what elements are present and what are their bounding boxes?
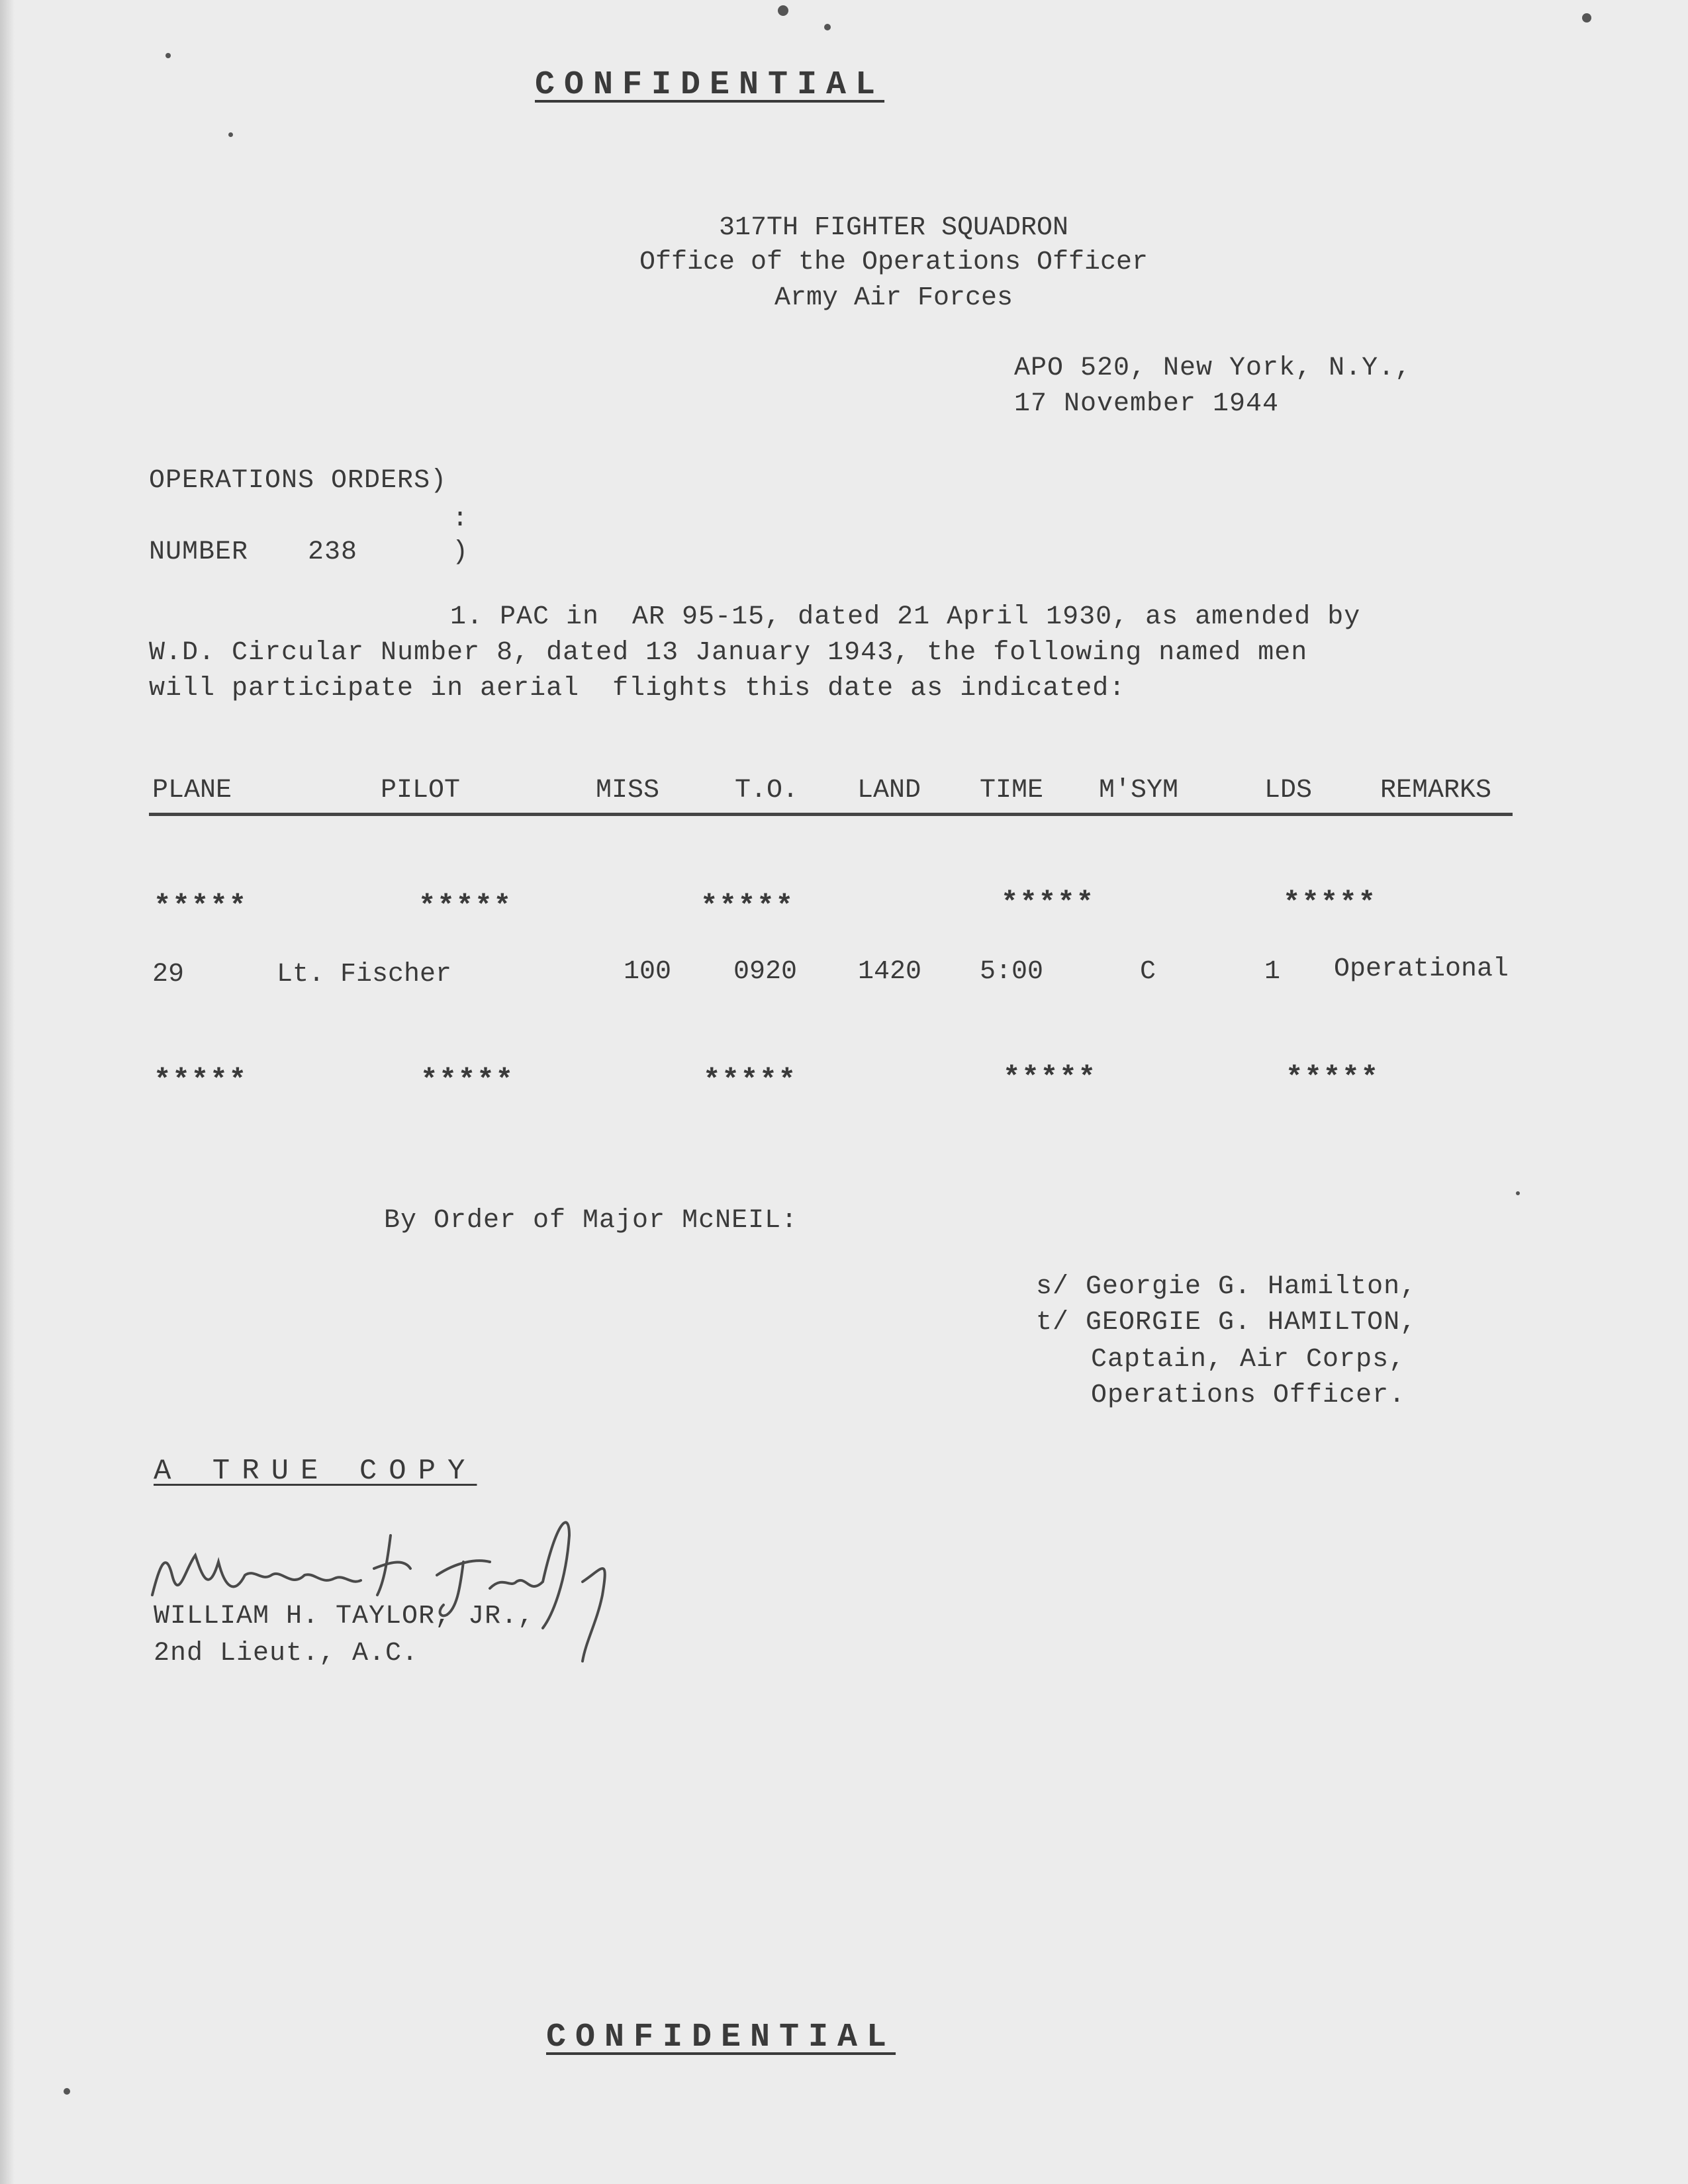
certifier-name: WILLIAM H. TAYLOR, JR., — [154, 1602, 535, 1631]
flight-table-header — [149, 776, 1513, 816]
office-heading: Office of the Operations Officer — [639, 248, 1149, 277]
scan-speck — [1582, 13, 1591, 23]
orders-paren: ) — [452, 537, 469, 567]
scan-speck — [64, 2088, 70, 2095]
header-miss: MISS — [596, 776, 660, 805]
header-takeoff: T.O. — [735, 776, 799, 805]
cell-time: 5:00 — [980, 957, 1044, 987]
signer-title: Operations Officer. — [1091, 1381, 1406, 1410]
true-copy-label: A TRUE COPY — [154, 1455, 477, 1488]
service-heading: Army Air Forces — [774, 283, 1013, 313]
location-line: APO 520, New York, N.Y., — [1014, 353, 1412, 383]
unit-heading: 317TH FIGHTER SQUADRON — [718, 213, 1069, 243]
cell-lds: 1 — [1264, 957, 1281, 987]
classification-bottom: CONFIDENTIAL — [546, 2019, 896, 2056]
cell-land: 1420 — [858, 957, 922, 987]
cell-pilot: Lt. Fischer — [277, 960, 452, 989]
separator-stars: ***** — [418, 890, 513, 923]
scan-speck — [778, 5, 788, 16]
operations-orders-label: OPERATIONS ORDERS) — [149, 466, 447, 496]
cell-takeoff: 0920 — [733, 957, 798, 987]
header-pilot: PILOT — [381, 776, 461, 805]
separator-stars: ***** — [703, 1064, 798, 1097]
by-order-line: By Order of Major McNEIL: — [384, 1206, 798, 1236]
page-edge-shadow — [0, 0, 15, 2184]
classification-top: CONFIDENTIAL — [535, 66, 885, 104]
scan-speck — [824, 24, 831, 30]
signed-line: s/ Georgie G. Hamilton, — [1036, 1272, 1417, 1302]
signer-rank: Captain, Air Corps, — [1091, 1345, 1406, 1375]
cell-remarks: Operational — [1334, 954, 1509, 984]
date-line: 17 November 1944 — [1014, 389, 1280, 419]
separator-stars: ***** — [1003, 1062, 1098, 1095]
separator-stars: ***** — [154, 1064, 248, 1097]
cell-plane: 29 — [152, 960, 185, 989]
separator-stars: ***** — [1283, 887, 1378, 920]
cell-msym: C — [1140, 957, 1156, 987]
paragraph-line-3: will participate in aerial flights this date as indicated: — [149, 674, 1126, 704]
separator-stars: ***** — [154, 890, 248, 923]
orders-number-label: NUMBER — [149, 537, 249, 567]
header-lds: LDS — [1264, 776, 1313, 805]
scan-speck — [165, 53, 171, 58]
certifier-rank: 2nd Lieut., A.C. — [154, 1639, 419, 1668]
paragraph-line-1: 1. PAC in AR 95-15, dated 21 April 1930, as amended by — [450, 602, 1361, 632]
header-time: TIME — [980, 776, 1044, 805]
header-msym: M'SYM — [1099, 776, 1179, 805]
scan-speck — [1516, 1191, 1520, 1195]
orders-number-value: 238 — [308, 537, 358, 567]
orders-colon: : — [452, 504, 469, 534]
separator-stars: ***** — [1001, 887, 1096, 920]
header-plane: PLANE — [152, 776, 232, 805]
separator-stars: ***** — [420, 1064, 515, 1097]
separator-stars: ***** — [700, 890, 795, 923]
header-land: LAND — [857, 776, 921, 805]
header-remarks: REMARKS — [1380, 776, 1492, 805]
paragraph-line-2: W.D. Circular Number 8, dated 13 January 1943, the following named men — [149, 638, 1308, 668]
scan-speck — [228, 132, 233, 137]
typed-line: t/ GEORGIE G. HAMILTON, — [1036, 1308, 1417, 1338]
separator-stars: ***** — [1286, 1062, 1380, 1095]
cell-miss: 100 — [624, 957, 672, 987]
